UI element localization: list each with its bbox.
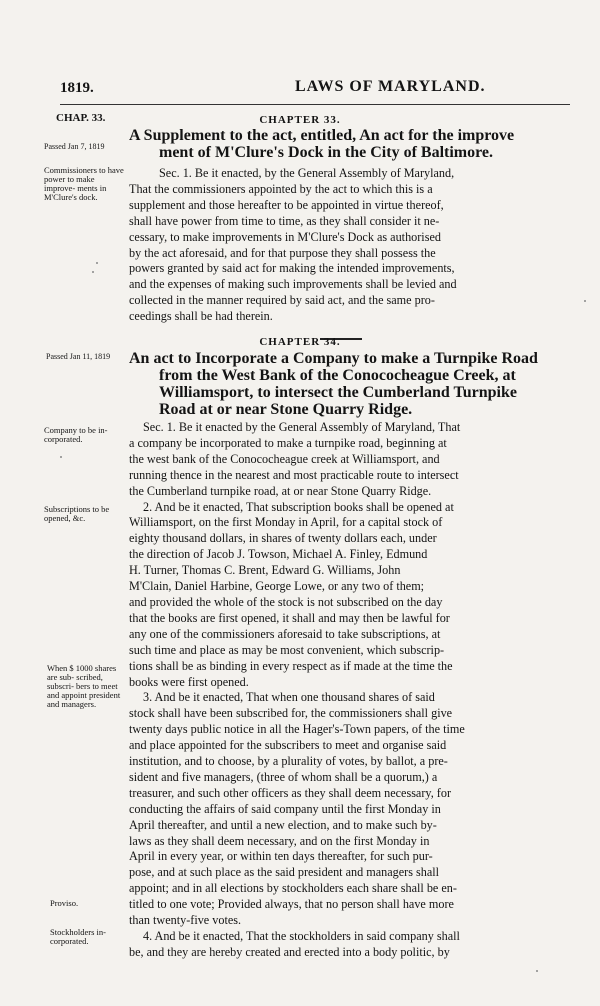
body-line: such time and place as may be most convenient, which subscrip- — [129, 642, 445, 657]
body-line: stock shall have been subscribed for, the commissioners shall give — [129, 706, 453, 721]
body-line: be, and they are hereby created and erected into a body politic, by — [129, 944, 450, 959]
body-line: supplement and those hereafter to be appointed in virtue thereof, — [129, 197, 444, 212]
margin-note-commissioners: Commissioners to have power to make improve- ments in M'Clure's dock. — [44, 165, 124, 202]
body-line: treasurer, and such other officers as they shall deem necessary, for — [129, 785, 452, 800]
body-line: 2. And be it enacted, That subscription books shall be opened at — [143, 499, 454, 514]
chapter-34-body — [129, 420, 573, 961]
page-year: 1819. — [60, 80, 94, 96]
body-line: the Cumberland turnpike road, at or near Stone Quarry Ridge. — [129, 483, 432, 498]
title-line: Williamsport, to intersect the Cumberland Turnpike — [159, 384, 517, 401]
body-line: pose, and at such place as the said president and managers shall — [129, 865, 440, 880]
body-line: laws as they shall deem necessary, and on the first Monday in — [129, 833, 430, 848]
body-line: sident and five managers, (three of whom shall be a quorum,) a — [129, 769, 438, 784]
body-line: H. Turner, Thomas C. Brent, Edward G. Williams, John — [129, 563, 401, 578]
margin-chapter-label: CHAP. 33. — [56, 112, 106, 124]
running-head: LAWS OF MARYLAND. — [295, 78, 486, 95]
body-line: 3. And be it enacted, That when one thousand shares of said — [143, 690, 435, 705]
scan-speck — [536, 970, 538, 972]
margin-note-company: Company to be in- corporated. — [44, 425, 108, 444]
header-rule — [60, 104, 570, 105]
body-line: running thence in the nearest and most practicable route to intersect — [129, 467, 459, 482]
body-line: and provided the whole of the stock is not subscribed on the day — [129, 594, 443, 609]
margin-note-stockholders: Stockholders in- corporated. — [50, 927, 106, 946]
body-line: That the commissioners appointed by the act to which this is a — [129, 181, 433, 196]
body-line: the direction of Jacob J. Towson, Michael A. Finley, Edmund — [129, 547, 428, 562]
scan-speck — [60, 456, 62, 458]
chapter-33-body — [129, 166, 573, 325]
body-line: tions shall be as binding in every respect as if made at the time the — [129, 658, 453, 673]
chapter-34-heading: CHAPTER 34. — [259, 336, 341, 348]
body-line: books were first opened. — [129, 674, 249, 689]
body-line: than twenty-five votes. — [129, 913, 242, 928]
body-line: 4. And be it enacted, That the stockholders in said company shall — [143, 929, 460, 943]
chapter-33-title — [129, 127, 574, 161]
scan-speck — [96, 262, 98, 264]
page-header — [40, 76, 570, 102]
body-line: powers granted by said act for making the intended improvements, — [129, 261, 455, 276]
scan-speck — [92, 271, 94, 273]
title-line: from the West Bank of the Conococheague Creek, at — [159, 367, 516, 384]
title-line: ment of M'Clure's Dock in the City of Baltimore. — [159, 144, 494, 161]
title-line: A Supplement to the act, entitled, An act for the improve — [129, 127, 515, 144]
passed-date-33: Passed Jan 7, 1819 — [44, 142, 105, 151]
body-line: and the expenses of making such improvements shall be levied and — [129, 277, 457, 292]
body-line: appoint; and in all elections by stockholders each share shall be en- — [129, 881, 457, 896]
body-line: eighty thousand dollars, in shares of twenty dollars each, under — [129, 531, 437, 546]
body-line: conducting the affairs of said company until the first Monday in — [129, 801, 441, 816]
scan-speck — [584, 300, 586, 302]
margin-note-subscriptions: Subscriptions to be opened, &c. — [44, 504, 110, 523]
body-line: Sec. 1. Be it enacted, by the General Assembly of Maryland, — [159, 166, 455, 180]
body-line: a company be incorporated to make a turnpike road, beginning at — [129, 435, 447, 450]
body-line: shall have power from time to time, as they shall consider it ne- — [129, 213, 440, 228]
body-line: April in every year, or within ten days thereafter, for such pur- — [129, 849, 433, 864]
body-line: ceedings shall be had therein. — [129, 309, 273, 324]
chapter-33-heading: CHAPTER 33. — [259, 114, 341, 126]
body-line: any one of the commissioners aforesaid to take subscriptions, at — [129, 626, 441, 641]
body-line: Sec. 1. Be it enacted by the General Assembly of Maryland, That — [143, 420, 461, 434]
body-line: M'Clain, Daniel Harbine, George Lowe, or any two of them; — [129, 579, 425, 594]
chapter-34-title — [129, 350, 574, 418]
margin-note-proviso: Proviso. — [50, 898, 79, 908]
passed-date-34: Passed Jan 11, 1819 — [46, 352, 111, 361]
body-line: collected in the manner required by said act, and the same pro- — [129, 293, 435, 308]
body-line: twenty days public notice in all the Hager's-Town papers, of the time — [129, 722, 465, 737]
body-line: cessary, to make improvements in M'Clure's Dock as authorised — [129, 229, 441, 244]
title-line: Road at or near Stone Quarry Ridge. — [159, 401, 413, 418]
body-line: titled to one vote; Provided always, that no person shall have more — [129, 897, 454, 912]
body-line: institution, and to choose, by a plurality of votes, by ballot, a pre- — [129, 754, 448, 769]
body-line: the west bank of the Conococheague creek at Williamsport, and — [129, 451, 440, 466]
body-line: by the act aforesaid, and for that purpose they shall possess the — [129, 245, 436, 260]
body-line: April thereafter, and until a new election, and to make such by- — [129, 817, 437, 832]
margin-note-shares: When $ 1000 shares are sub- scribed, subscri- bers to meet and appoint president and managers. — [47, 663, 121, 709]
body-line: that the books are first opened, it shall and may then be lawful for — [129, 610, 450, 625]
body-line: and place appointed for the subscribers to meet and organise said — [129, 738, 447, 753]
body-line: Williamsport, on the first Monday in April, for a capital stock of — [129, 515, 443, 530]
title-line: An act to Incorporate a Company to make a Turnpike Road — [129, 350, 538, 367]
